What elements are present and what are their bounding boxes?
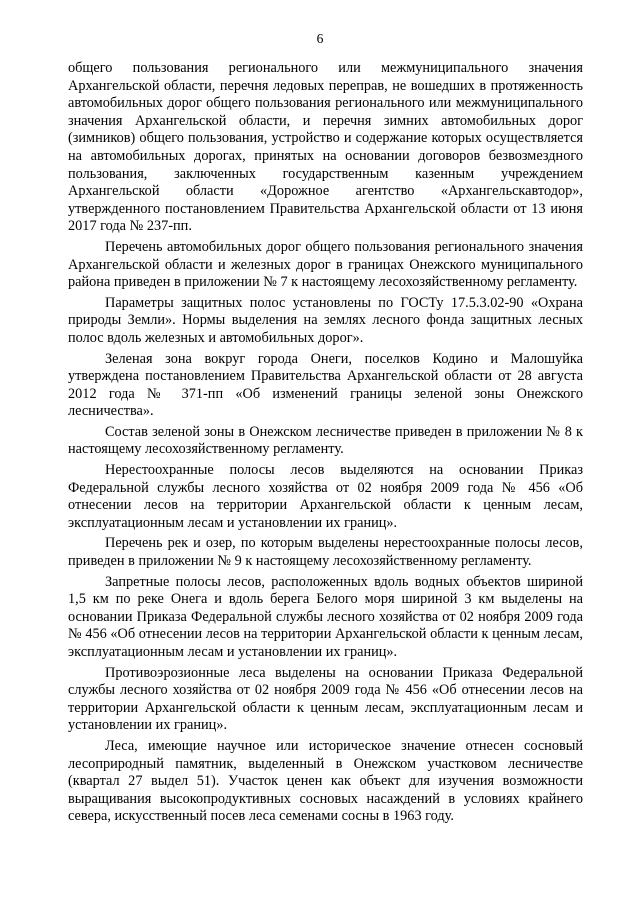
paragraph-10: Леса, имеющие научное или историческое значение отнесен сосновый лесоприродный памятник, выделенный в Онежском участковом лесничестве (квартал 27 выдел 51). Участок ценен как объект для изучения возможности выращивания высокопродуктивных сосновых насаждений в условиях крайнего севера, искусственный посев леса семенами сосны в 1963 году. [68,737,583,825]
paragraph-5: Состав зеленой зоны в Онежском лесничестве приведен в приложении № 8 к настоящему лесохозяйственному регламенту. [68,423,583,458]
paragraph-8: Запретные полосы лесов, расположенных вдоль водных объектов шириной 1,5 км по реке Онега и вдоль берега Белого моря шириной 3 км выделены на основании Приказа Федеральной службы лесного хозяйства от 02 ноября 2009 года № 456 «Об отнесении лесов на территории Архангельской области к ценным лесам, эксплуатационным лесам и установлении их границ». [68,573,583,660]
paragraph-6: Нерестоохранные полосы лесов выделяются на основании Приказ Федеральной службы лесного хозяйства от 02 ноября 2009 года № 456 «Об отнесении лесов на территории Архангельской области к ценным лесам, эксплуатационным лесам и установлении их границ». [68,462,583,531]
paragraph-4: Зеленая зона вокруг города Онеги, поселков Кодино и Малошуйка утверждена постановлением Правительства Архангельской области от 28 августа 2012 года № 371-пп «Об изменений границы зеленой зоны Онежского лесничества». [68,350,583,420]
document-body [68,60,583,829]
paragraph-1: общего пользования регионального или межмуниципального значения Архангельской области, перечня ледовых переправ, не вошедших в протяженность автомобильных дорог общего пользования регионального или межмуниципального значения Архангельской области, и перечня зимних автомобильных дорог (зимников) общего пользования, устройство и содержание которых осуществляется на автомобильных дорогах, принятых на основании договоров безвозмездного пользования, заключенных государственным казенным учреждением Архангельской области «Дорожное агентство «Архангельскавтодор», утвержденного постановлением Правительства Архангельской области от 13 июня 2017 года № 237-пп. [68,60,583,235]
paragraph-9: Противоэрозионные леса выделены на основании Приказа Федеральной службы лесного хозяйства от 02 ноября 2009 года № 456 «Об отнесении лесов на территории Архангельской области к ценным лесам, эксплуатационным лесам и установлении их границ». [68,664,583,734]
paragraph-3: Параметры защитных полос установлены по ГОСТу 17.5.3.02-90 «Охрана природы Земли». Нормы выделения на землях лесного фонда защитных лесных полос вдоль железных и автомобильных дорог». [68,294,583,346]
paragraph-2: Перечень автомобильных дорог общего пользования регионального значения Архангельской области и железных дорог в границах Онежского муниципального района приведен в приложении № 7 к настоящему лесохозяйственному регламенту. [68,238,583,291]
page-number: 6 [316,31,324,46]
paragraph-7: Перечень рек и озер, по которым выделены нерестоохранные полосы лесов, приведен в приложении № 9 к настоящему лесохозяйственному регламенту. [68,535,583,570]
